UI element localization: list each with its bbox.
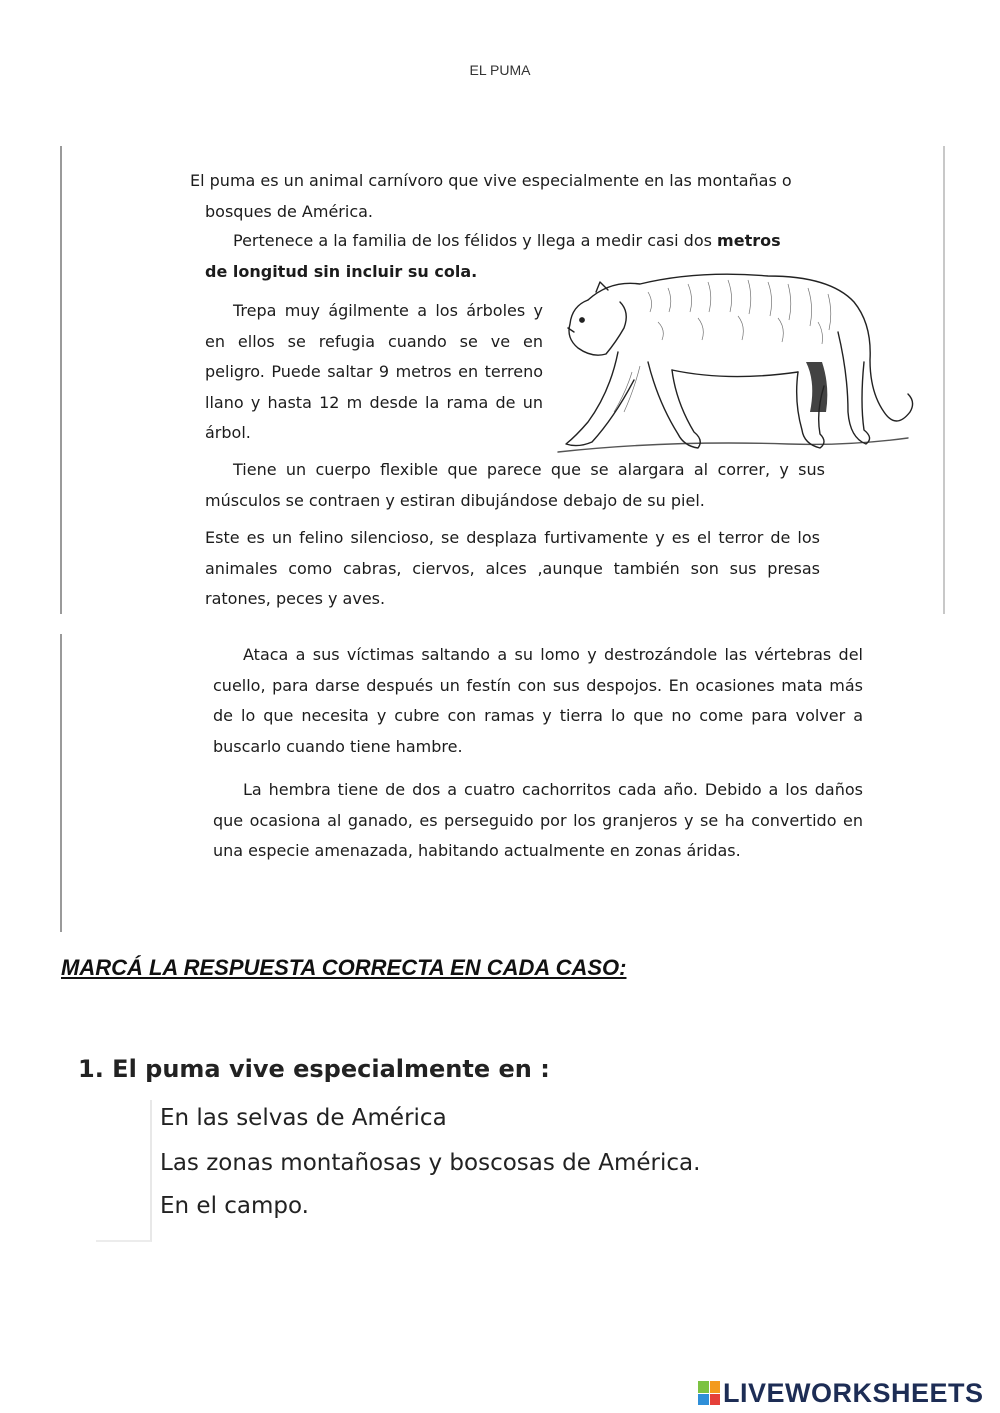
page-title: EL PUMA (469, 62, 531, 78)
question-1-option-1[interactable]: En las selvas de América (160, 1105, 447, 1131)
paragraph-3: Trepa muy ágilmente a los árboles y en ellos se refugia cuando se ve en peligro. Puede saltar 9 metros en terreno llano y hasta 12 m desde la rama de un árbol. (205, 301, 543, 442)
instruction-heading: MARCÁ LA RESPUESTA CORRECTA EN CADA CASO: (61, 955, 627, 980)
liveworksheets-logo-text: LIVEWORKSHEETS (723, 1377, 984, 1408)
question-1-option-3[interactable]: En el campo. (160, 1193, 309, 1219)
scan-border-right-top (943, 146, 945, 614)
question-1-text: 1. El puma vive especialmente en : (78, 1055, 550, 1083)
scan-border-left-top (60, 146, 62, 614)
paragraph-7: La hembra tiene de dos a cuatro cachorritos cada año. Debido a los daños que ocasiona al ganado, es perseguido por los granjeros y se ha convertido en una especie amenazada, habitando actualmente en zonas áridas. (213, 780, 863, 860)
question-1-option-2[interactable]: Las zonas montañosas y boscosas de América. (160, 1150, 701, 1176)
paragraph-6: Ataca a sus víctimas saltando a su lomo y destrozándole las vértebras del cuello, para darse después un festín con sus despojos. En ocasiones mata más de lo que necesita y cubre con ramas y tierra lo que no come para volver a buscarlo cuando tiene hambre. (213, 645, 863, 756)
paragraph-5: Este es un felino silencioso, se desplaza furtivamente y es el terror de los animales como cabras, ciervos, alces ,aunque también son sus presas ratones, peces y aves. (205, 528, 820, 608)
paragraph-4: Tiene un cuerpo flexible que parece que se alargara al correr, y sus músculos se contraen y estiran dibujándose debajo de su piel. (205, 460, 825, 510)
paragraph-1: El puma es un animal carnívoro que vive especialmente en las montañas o bosques de América. (190, 171, 792, 221)
puma-illustration (548, 262, 920, 462)
scan-border-left-bottom (60, 634, 62, 932)
liveworksheets-logo (698, 1378, 984, 1408)
answer-checkbox-area[interactable] (96, 1100, 152, 1242)
paragraph-2: Pertenece a la familia de los félidos y llega a medir casi dos metros de longitud sin incluir su cola. (205, 231, 781, 281)
liveworksheets-logo-icon (698, 1381, 720, 1405)
